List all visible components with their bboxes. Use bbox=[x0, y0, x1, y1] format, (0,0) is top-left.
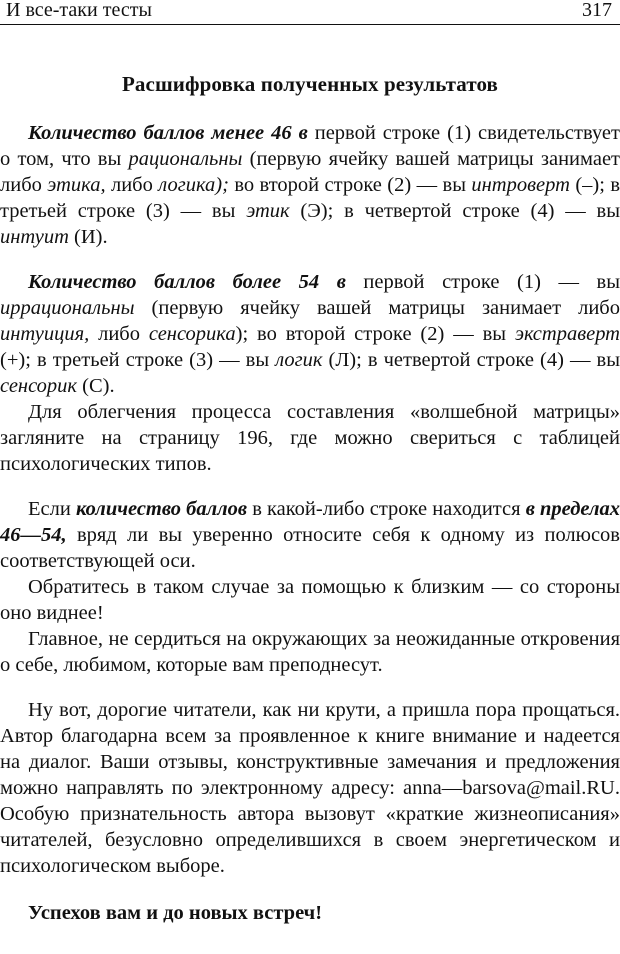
term: этик bbox=[246, 200, 290, 222]
text-run: Если bbox=[28, 498, 76, 520]
text-run: либо bbox=[89, 323, 149, 345]
text-run: во второй строке (2) — вы bbox=[228, 174, 472, 196]
term: этика, bbox=[47, 174, 106, 196]
running-title: И все-таки тесты bbox=[6, 0, 152, 21]
page-body bbox=[0, 72, 620, 925]
text-run: в какой-либо строке находится bbox=[247, 498, 526, 520]
text-run: либо bbox=[105, 174, 159, 196]
paragraph-high-score bbox=[0, 269, 620, 399]
text-run: первой строке (1) свидетельствует о том, что вы bbox=[0, 122, 620, 170]
text-run: (–); в третьей строке (3) — вы bbox=[0, 174, 620, 222]
paragraph-ask-friends: Обратитесь в таком случае за помощью к близким — со стороны оно виднее! bbox=[0, 576, 620, 624]
page-number: 317 bbox=[582, 0, 612, 21]
term: экстраверт bbox=[514, 323, 620, 345]
text-run: (Л); в четвертой строке (4) — вы bbox=[322, 349, 620, 371]
text-run: (первую ячейку вашей матрицы занимает либо bbox=[0, 148, 620, 196]
emphasis: количество баллов bbox=[75, 498, 248, 520]
paragraph-farewell: Ну вот, дорогие читатели, как ни крути, а пришла пора прощаться. Автор благодарна всем за проявленное к книге внимание и надеется на диалог. Ваши отзывы, конструктивные замечания и предложения можно направлять по электронному адресу: anna—barsova@mail.RU. Особую признательность автора вызовут «краткие жизнеописания» читателей, безусловно определившихся в своем энергетическом и психологическом выборе. bbox=[0, 699, 620, 877]
paragraph-low-score bbox=[0, 120, 620, 250]
term: логик bbox=[275, 349, 323, 371]
emphasis: Количество баллов менее 46 bbox=[28, 122, 292, 144]
term: рациональны bbox=[128, 148, 243, 170]
term: интуиция, bbox=[0, 323, 90, 345]
term: интроверт bbox=[471, 174, 570, 196]
closing-line: Успехов вам и до новых встреч! bbox=[28, 902, 323, 924]
text-run: (И). bbox=[68, 226, 108, 248]
text-run: (Э); в четвертой строке (4) — вы bbox=[289, 200, 620, 222]
paragraph-magic-matrix: Для облегчения процесса составления «волшебной матрицы» загляните на страницу 196, где можно свериться с таблицей психологических типов. bbox=[0, 401, 620, 475]
page-header bbox=[0, 0, 620, 26]
text-run: (+); в третьей строке (3) — вы bbox=[0, 349, 276, 371]
text-run: (С). bbox=[77, 375, 115, 397]
term: логика); bbox=[158, 174, 229, 196]
text-run: ); во второй строке (2) — вы bbox=[235, 323, 515, 345]
emphasis: в bbox=[291, 122, 308, 144]
text-run: вряд ли вы уверенно относите себя к одному из полюсов соответствующей оси. bbox=[0, 524, 620, 572]
section-title: Расшифровка полученных результатов bbox=[122, 72, 498, 96]
header-rule bbox=[0, 24, 620, 25]
text-run: (первую ячейку вашей матрицы занимает либо bbox=[134, 297, 620, 319]
term: интуит bbox=[0, 226, 69, 248]
term: сенсорика bbox=[148, 323, 236, 345]
emphasis: в пределах 46—54, bbox=[0, 498, 620, 546]
text-run: первой строке (1) — вы bbox=[345, 271, 620, 293]
paragraph-mid-range bbox=[0, 496, 620, 574]
term: сенсорик bbox=[0, 375, 78, 397]
emphasis: в bbox=[319, 271, 346, 293]
term: иррациональны bbox=[0, 297, 135, 319]
emphasis: Количество баллов более 54 bbox=[28, 271, 320, 293]
paragraph-dont-be-angry: Главное, не сердиться на окружающих за неожиданные откровения о себе, любимом, которые вам преподнесут. bbox=[0, 628, 620, 676]
